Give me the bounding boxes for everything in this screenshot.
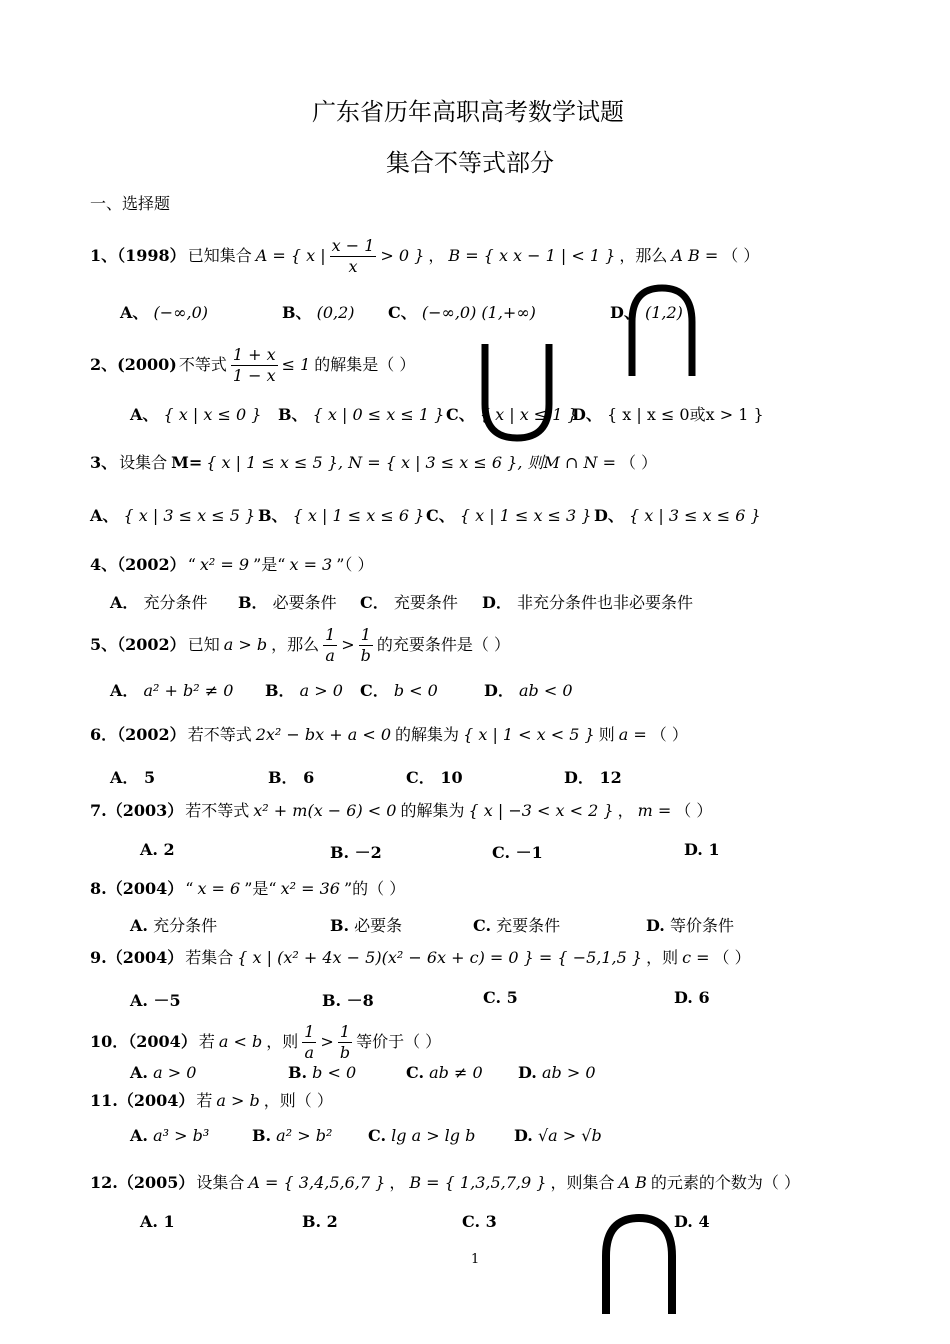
question-stem bbox=[90, 450, 659, 473]
fraction: $\frac{1}{b}$ bbox=[339, 1022, 351, 1062]
option-text: a³ > b³ bbox=[147, 1126, 210, 1145]
math-expression: a < b bbox=[218, 1032, 263, 1051]
option-text: 10 bbox=[434, 768, 463, 787]
option-label: B． bbox=[265, 681, 295, 700]
stem-text: 不等式 bbox=[178, 355, 227, 374]
answer-option[interactable] bbox=[674, 988, 710, 1007]
stem-text: 若不等式 bbox=[187, 725, 252, 744]
stem-text: 的元素的个数为（ ） bbox=[650, 1173, 800, 1192]
option-label: C． bbox=[360, 593, 389, 612]
option-label: A. bbox=[140, 1212, 158, 1231]
question-year: （2002） bbox=[117, 635, 186, 654]
math-expression: x² + m(x − 6) < 0 bbox=[253, 801, 397, 820]
question-year: （2002） bbox=[117, 725, 186, 744]
option-text: { x | 1 ≤ x ≤ 6 } bbox=[287, 506, 425, 525]
option-label: C． bbox=[360, 681, 389, 700]
option-text: 必要条 bbox=[349, 916, 403, 935]
math-expression: x = 6 bbox=[197, 879, 241, 898]
stem-text: ”是“ bbox=[253, 555, 286, 574]
answer-option[interactable] bbox=[140, 1212, 175, 1231]
answer-option[interactable] bbox=[265, 678, 343, 701]
answer-option[interactable] bbox=[238, 590, 337, 613]
math-expression: A B bbox=[618, 1173, 647, 1192]
option-label: D． bbox=[564, 768, 594, 787]
option-text: b < 0 bbox=[307, 1063, 357, 1082]
math-expression: { x | 1 < x < 5 } bbox=[463, 725, 595, 744]
answer-option[interactable] bbox=[130, 1126, 209, 1145]
option-label: A、 bbox=[90, 506, 119, 525]
question-year: （2004） bbox=[106, 948, 184, 967]
answer-option[interactable] bbox=[288, 1063, 356, 1082]
option-text: (−∞,0) (1,+∞) bbox=[416, 303, 536, 322]
answer-option[interactable] bbox=[130, 1063, 196, 1082]
option-text: 4 bbox=[692, 1212, 710, 1231]
option-text: ab ≠ 0 bbox=[424, 1063, 483, 1082]
option-label: D. bbox=[646, 916, 665, 935]
question-year: （2002） bbox=[117, 555, 186, 574]
stem-text: ”的（ ） bbox=[343, 879, 406, 898]
option-label: C、 bbox=[426, 506, 455, 525]
question-number: 4、 bbox=[90, 555, 118, 574]
math-expression: { x | −3 < x < 2 } bbox=[468, 801, 614, 820]
question-year: （1998） bbox=[117, 246, 186, 265]
option-text: { x | 0 ≤ x ≤ 1 } bbox=[307, 405, 445, 424]
document-subtitle: 集合不等式部分 bbox=[386, 149, 554, 177]
stem-text: 的解集为 bbox=[400, 801, 465, 820]
option-text: b < 0 bbox=[388, 681, 438, 700]
answer-option[interactable] bbox=[484, 678, 573, 701]
option-text: a² + b² ≠ 0 bbox=[138, 681, 234, 700]
stem-text: ， bbox=[617, 801, 634, 820]
stem-text: 若集合 bbox=[185, 948, 234, 967]
option-text: 充分条件 bbox=[138, 593, 208, 612]
option-label: A. bbox=[130, 991, 148, 1010]
question-stem bbox=[90, 1170, 802, 1193]
option-label: B． bbox=[238, 593, 268, 612]
stem-text: （ ） bbox=[619, 453, 658, 472]
option-text: 3 bbox=[480, 1212, 497, 1231]
page-number: 1 bbox=[471, 1252, 480, 1267]
answer-option[interactable] bbox=[406, 765, 463, 788]
answer-option[interactable] bbox=[406, 1063, 483, 1082]
question-number: 8. bbox=[90, 879, 107, 898]
question-stem bbox=[90, 1022, 443, 1063]
option-text: －5 bbox=[147, 991, 181, 1010]
question-stem bbox=[90, 625, 512, 666]
math-expression: A = { x | bbox=[255, 246, 326, 265]
question-number: 11. bbox=[90, 1091, 118, 1110]
section-heading: 一、选择题 bbox=[90, 194, 171, 213]
option-text: 6 bbox=[297, 768, 315, 787]
answer-option[interactable] bbox=[268, 765, 314, 788]
option-text: 6 bbox=[692, 988, 710, 1007]
option-label: B. bbox=[330, 916, 350, 935]
option-label: D. bbox=[684, 840, 703, 859]
answer-option[interactable] bbox=[130, 913, 217, 936]
option-label: C. bbox=[406, 1063, 425, 1082]
option-label: B、 bbox=[258, 506, 288, 525]
option-text: 12 bbox=[593, 768, 622, 787]
answer-option[interactable] bbox=[473, 913, 560, 936]
answer-option[interactable] bbox=[514, 1126, 602, 1145]
question-number: 5、 bbox=[90, 635, 118, 654]
stem-text: 则 bbox=[598, 725, 615, 744]
answer-option[interactable] bbox=[130, 988, 181, 1011]
option-text: (−∞,0) bbox=[148, 303, 208, 322]
option-text: a > 0 bbox=[294, 681, 343, 700]
stem-text: “ bbox=[187, 555, 196, 574]
question-number: 9. bbox=[90, 948, 107, 967]
fraction: $\frac{x - 1}{x}$ bbox=[331, 236, 375, 276]
set-name: M= bbox=[171, 453, 203, 472]
option-text: (1,2) bbox=[639, 303, 683, 322]
option-text: 1 bbox=[157, 1212, 175, 1231]
answer-option[interactable] bbox=[302, 1212, 338, 1231]
question-number: 7. bbox=[90, 801, 107, 820]
answer-option[interactable] bbox=[110, 590, 208, 613]
stem-text: （ ） bbox=[650, 725, 688, 744]
math-expression: { x | (x² + 4x − 5)(x² − 6x + c) = 0 } = { −5,1,5 } bbox=[237, 948, 643, 967]
option-label: D. bbox=[514, 1126, 533, 1145]
option-label: D. bbox=[674, 988, 693, 1007]
answer-option[interactable] bbox=[330, 913, 402, 936]
math-expression: { x | 1 ≤ x ≤ 5 }, N = { x | 3 ≤ x ≤ 6 }, 则M ∩ N = bbox=[206, 453, 616, 472]
option-label: D． bbox=[484, 681, 514, 700]
option-text: －8 bbox=[341, 991, 374, 1010]
answer-option[interactable] bbox=[278, 402, 444, 425]
question-stem bbox=[90, 945, 753, 968]
math-expression: a > b bbox=[216, 1091, 260, 1110]
option-text: 必要条件 bbox=[267, 593, 337, 612]
question-year: (2000) bbox=[117, 355, 177, 374]
option-text: { x | 3 ≤ x ≤ 6 } bbox=[623, 506, 761, 525]
answer-option[interactable] bbox=[646, 913, 734, 936]
stem-text: ，那么 bbox=[619, 246, 668, 265]
intersection-symbol bbox=[626, 282, 698, 378]
option-label: B. bbox=[288, 1063, 308, 1082]
answer-option[interactable] bbox=[252, 1126, 332, 1145]
option-label: A、 bbox=[130, 405, 159, 424]
option-label: A． bbox=[110, 681, 139, 700]
stem-text: ，则 bbox=[646, 948, 679, 967]
answer-option[interactable] bbox=[360, 678, 438, 701]
math-expression: c = bbox=[682, 948, 710, 967]
stem-text: 若不等式 bbox=[185, 801, 250, 820]
stem-text: （ ） bbox=[675, 801, 713, 820]
stem-text: ， bbox=[428, 246, 445, 265]
option-text: { x | 1 ≤ x ≤ 3 } bbox=[454, 506, 592, 525]
fraction: $\frac{1 + x}{1 - x}$ bbox=[232, 345, 276, 385]
math-expression: 2x² − bx + a < 0 bbox=[255, 725, 392, 744]
option-label: A. bbox=[130, 1126, 148, 1145]
option-label: D. bbox=[518, 1063, 537, 1082]
option-text: { x | x ≤ 0或x > 1 } bbox=[601, 405, 764, 424]
option-text: √a > √b bbox=[532, 1126, 602, 1145]
answer-option[interactable] bbox=[462, 1212, 497, 1231]
option-label: B. bbox=[302, 1212, 322, 1231]
option-label: C. bbox=[492, 843, 511, 862]
stem-text: （ ） bbox=[713, 948, 751, 967]
math-expression: a = bbox=[618, 725, 647, 744]
stem-text: 的解集为 bbox=[395, 725, 460, 744]
question-number: 2、 bbox=[90, 355, 118, 374]
option-label: D、 bbox=[610, 303, 640, 322]
stem-text: ，那么 bbox=[271, 635, 320, 654]
math-expression: A = { 3,4,5,6,7 } bbox=[248, 1173, 386, 1192]
stem-text: ”（ ） bbox=[336, 555, 374, 574]
answer-option[interactable] bbox=[564, 765, 622, 788]
stem-text: （ ） bbox=[722, 246, 760, 265]
question-year: （2005） bbox=[117, 1173, 195, 1192]
answer-option[interactable] bbox=[258, 503, 424, 526]
stem-text: 等价于（ ） bbox=[356, 1032, 442, 1051]
question-stem bbox=[90, 236, 761, 277]
answer-option[interactable] bbox=[572, 402, 764, 425]
option-label: C. bbox=[368, 1126, 387, 1145]
option-text: { x | x ≤ 0 } bbox=[158, 405, 262, 424]
answer-option[interactable] bbox=[483, 988, 518, 1007]
option-label: C、 bbox=[446, 405, 475, 424]
math-expression: > bbox=[320, 1032, 334, 1051]
math-expression: A B = bbox=[671, 246, 719, 265]
option-label: D、 bbox=[594, 506, 624, 525]
option-text: －1 bbox=[510, 843, 543, 862]
union-symbol bbox=[479, 342, 555, 444]
answer-option[interactable] bbox=[594, 503, 761, 526]
option-label: A． bbox=[110, 768, 139, 787]
option-label: C、 bbox=[388, 303, 417, 322]
option-label: C. bbox=[473, 916, 492, 935]
question-year: （2004） bbox=[106, 879, 184, 898]
stem-text: 若 bbox=[198, 1032, 215, 1051]
stem-text: 已知集合 bbox=[187, 246, 252, 265]
answer-option[interactable] bbox=[130, 402, 261, 425]
option-label: A. bbox=[130, 916, 148, 935]
math-expression: B = { x x − 1 | < 1 } bbox=[448, 246, 616, 265]
answer-option[interactable] bbox=[330, 840, 382, 863]
option-text: 2 bbox=[157, 840, 175, 859]
option-text: 等价条件 bbox=[664, 916, 734, 935]
answer-option[interactable] bbox=[360, 590, 458, 613]
question-year: （2004） bbox=[128, 1032, 197, 1051]
answer-option[interactable] bbox=[368, 1126, 475, 1145]
option-label: B. bbox=[322, 991, 342, 1010]
option-text: 充要条件 bbox=[491, 916, 561, 935]
option-text: ab > 0 bbox=[536, 1063, 596, 1082]
math-expression: a > b bbox=[223, 635, 268, 654]
stem-text: ”是“ bbox=[244, 879, 277, 898]
question-number: 6． bbox=[90, 725, 118, 744]
option-label: B. bbox=[330, 843, 350, 862]
question-stem bbox=[90, 1088, 335, 1111]
answer-option[interactable] bbox=[492, 840, 543, 863]
math-expression: x² = 36 bbox=[280, 879, 340, 898]
question-stem bbox=[90, 722, 690, 745]
option-text: 非充分条件也非必要条件 bbox=[511, 593, 693, 612]
math-expression: x = 3 bbox=[289, 555, 333, 574]
option-text: 5 bbox=[138, 768, 156, 787]
answer-option[interactable] bbox=[90, 503, 255, 526]
document-title: 广东省历年高职高考数学试题 bbox=[312, 98, 624, 126]
answer-option[interactable] bbox=[684, 840, 720, 859]
option-label: C. bbox=[483, 988, 502, 1007]
option-label: A. bbox=[140, 840, 158, 859]
option-text: －2 bbox=[349, 843, 382, 862]
stem-text: 若 bbox=[196, 1091, 213, 1110]
option-text: { x | 3 ≤ x ≤ 5 } bbox=[118, 506, 256, 525]
answer-option[interactable] bbox=[282, 300, 355, 323]
question-year: （2004） bbox=[117, 1091, 195, 1110]
option-text: 充要条件 bbox=[388, 593, 458, 612]
answer-option[interactable] bbox=[110, 678, 233, 701]
stem-text: ，则（ ） bbox=[263, 1091, 333, 1110]
option-text: (0,2) bbox=[311, 303, 355, 322]
stem-text: 设集合 bbox=[196, 1173, 245, 1192]
answer-option[interactable] bbox=[388, 300, 536, 323]
stem-text: ，则集合 bbox=[550, 1173, 615, 1192]
stem-text: “ bbox=[185, 879, 194, 898]
option-text: 2 bbox=[321, 1212, 338, 1231]
option-label: B、 bbox=[282, 303, 312, 322]
question-stem bbox=[90, 798, 714, 821]
option-label: C． bbox=[406, 768, 435, 787]
stem-text: 的充要条件是（ ） bbox=[376, 635, 511, 654]
option-label: B. bbox=[252, 1126, 272, 1145]
option-label: D． bbox=[482, 593, 512, 612]
question-number: 1、 bbox=[90, 246, 118, 265]
math-expression: B = { 1,3,5,7,9 } bbox=[409, 1173, 547, 1192]
question-number: 10． bbox=[90, 1032, 129, 1051]
question-number: 12. bbox=[90, 1173, 118, 1192]
stem-text: ，则 bbox=[266, 1032, 299, 1051]
option-text: 5 bbox=[501, 988, 518, 1007]
option-text: 1 bbox=[702, 840, 720, 859]
answer-option[interactable] bbox=[426, 503, 592, 526]
stem-text: 设集合 bbox=[119, 453, 168, 472]
option-text: lg a > lg b bbox=[386, 1126, 476, 1145]
question-stem bbox=[90, 345, 417, 386]
math-expression: > bbox=[341, 635, 355, 654]
option-label: B． bbox=[268, 768, 298, 787]
option-text: a² > b² bbox=[271, 1126, 333, 1145]
answer-option[interactable] bbox=[482, 590, 693, 613]
fraction: $\frac{1}{a}$ bbox=[325, 625, 336, 665]
fraction: $\frac{1}{a}$ bbox=[304, 1022, 315, 1062]
option-label: A、 bbox=[120, 303, 149, 322]
question-year: （2003） bbox=[106, 801, 184, 820]
math-expression: x² = 9 bbox=[199, 555, 250, 574]
option-text: 充分条件 bbox=[147, 916, 218, 935]
option-text: a > 0 bbox=[147, 1063, 197, 1082]
question-number: 3、 bbox=[90, 453, 118, 472]
answer-option[interactable] bbox=[140, 840, 175, 859]
option-text: ab < 0 bbox=[513, 681, 573, 700]
option-label: A. bbox=[130, 1063, 148, 1082]
answer-option[interactable] bbox=[120, 300, 208, 323]
option-label: B、 bbox=[278, 405, 308, 424]
stem-text: ， bbox=[389, 1173, 406, 1192]
math-expression: m = bbox=[637, 801, 672, 820]
math-expression: ≤ 1 bbox=[281, 355, 311, 374]
math-expression: > 0 } bbox=[380, 246, 425, 265]
option-text: { x | x ≤ 1 } bbox=[474, 405, 578, 424]
answer-option[interactable] bbox=[110, 765, 155, 788]
intersection-symbol bbox=[598, 1210, 680, 1316]
answer-option[interactable] bbox=[322, 988, 374, 1011]
question-stem bbox=[90, 552, 376, 575]
question-stem bbox=[90, 876, 407, 899]
option-label: A． bbox=[110, 593, 139, 612]
stem-text: 已知 bbox=[187, 635, 220, 654]
option-label: D. bbox=[674, 1212, 693, 1231]
option-label: D、 bbox=[572, 405, 602, 424]
fraction: $\frac{1}{b}$ bbox=[360, 625, 371, 665]
option-label: C. bbox=[462, 1212, 481, 1231]
stem-text: 的解集是（ ） bbox=[314, 355, 416, 374]
answer-option[interactable] bbox=[518, 1063, 596, 1082]
